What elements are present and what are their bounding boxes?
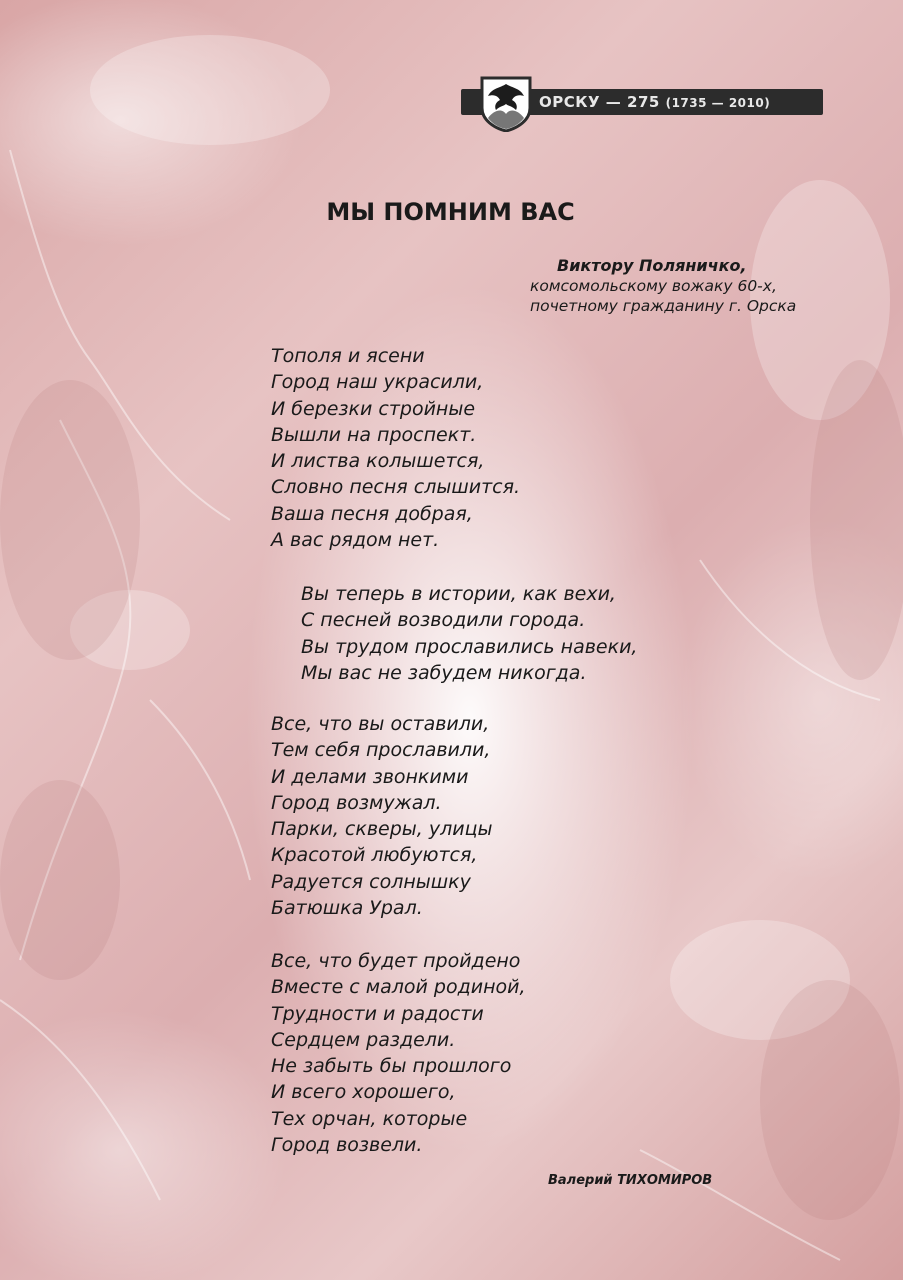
poem-title: МЫ ПОМНИМ ВАС (326, 198, 575, 226)
dedication-name: Виктору Поляничко, (557, 256, 747, 275)
poem-line: Вы трудом прославились навеки, (301, 635, 638, 658)
poem-line: Вместе с малой родиной, (271, 976, 526, 999)
poem-line: И листва колышется, (271, 450, 485, 473)
poem-line: Вы теперь в истории, как вехи, (301, 583, 616, 605)
poem-line: И березки стройные (271, 397, 476, 420)
poem-line: Вышли на проспект. (271, 423, 477, 446)
poem-line: Все, что будет пройдено (271, 950, 521, 972)
dedication-line: комсомольскому вожаку 60-х, (530, 277, 777, 295)
poem-line: Тем себя прославили, (271, 739, 491, 762)
poem-line: Город возвели. (271, 1134, 423, 1157)
poem-line: И всего хорошего, (271, 1081, 456, 1104)
poem-line: Словно песня слышится. (271, 476, 521, 499)
poem-line: Батюшка Урал. (271, 897, 423, 920)
poem-line: А вас рядом нет. (271, 529, 440, 552)
stanza-3 (271, 711, 493, 921)
author-signature: Валерий ТИХОМИРОВ (548, 1173, 713, 1188)
poem-line: Город наш украсили, (271, 371, 484, 394)
city-emblem-icon (480, 74, 532, 132)
poem-line: Не забыть бы прошлого (271, 1055, 512, 1078)
dedication-line: почетному гражданину г. Орска (530, 297, 797, 315)
poem-line: Тех орчан, которые (271, 1107, 468, 1130)
poem-line: Трудности и радости (271, 1002, 484, 1025)
banner-years: (1735 — 2010) (665, 96, 771, 110)
poem-line: Ваша песня добрая, (271, 502, 473, 525)
stanza-1 (271, 343, 520, 553)
poem-line: Все, что вы оставили, (271, 713, 490, 735)
banner-main: ОРСКУ — 275 (539, 93, 660, 111)
poem-line: Радуется солнышку (271, 870, 471, 893)
stanza-4 (271, 948, 526, 1158)
poem-line: Тополя и ясени (271, 345, 425, 367)
dedication (530, 256, 796, 316)
poem-line: Город возмужал. (271, 791, 442, 814)
poem-line: Мы вас не забудем никогда. (301, 661, 587, 684)
poem-line: Сердцем раздели. (271, 1028, 456, 1051)
poem-line: Парки, скверы, улицы (271, 818, 493, 841)
poem-line: Красотой любуются, (271, 844, 478, 867)
stanza-2 (301, 581, 637, 686)
poem-line: С песней возводили города. (301, 609, 586, 632)
banner-text (539, 93, 770, 111)
poem-line: И делами звонкими (271, 765, 469, 788)
